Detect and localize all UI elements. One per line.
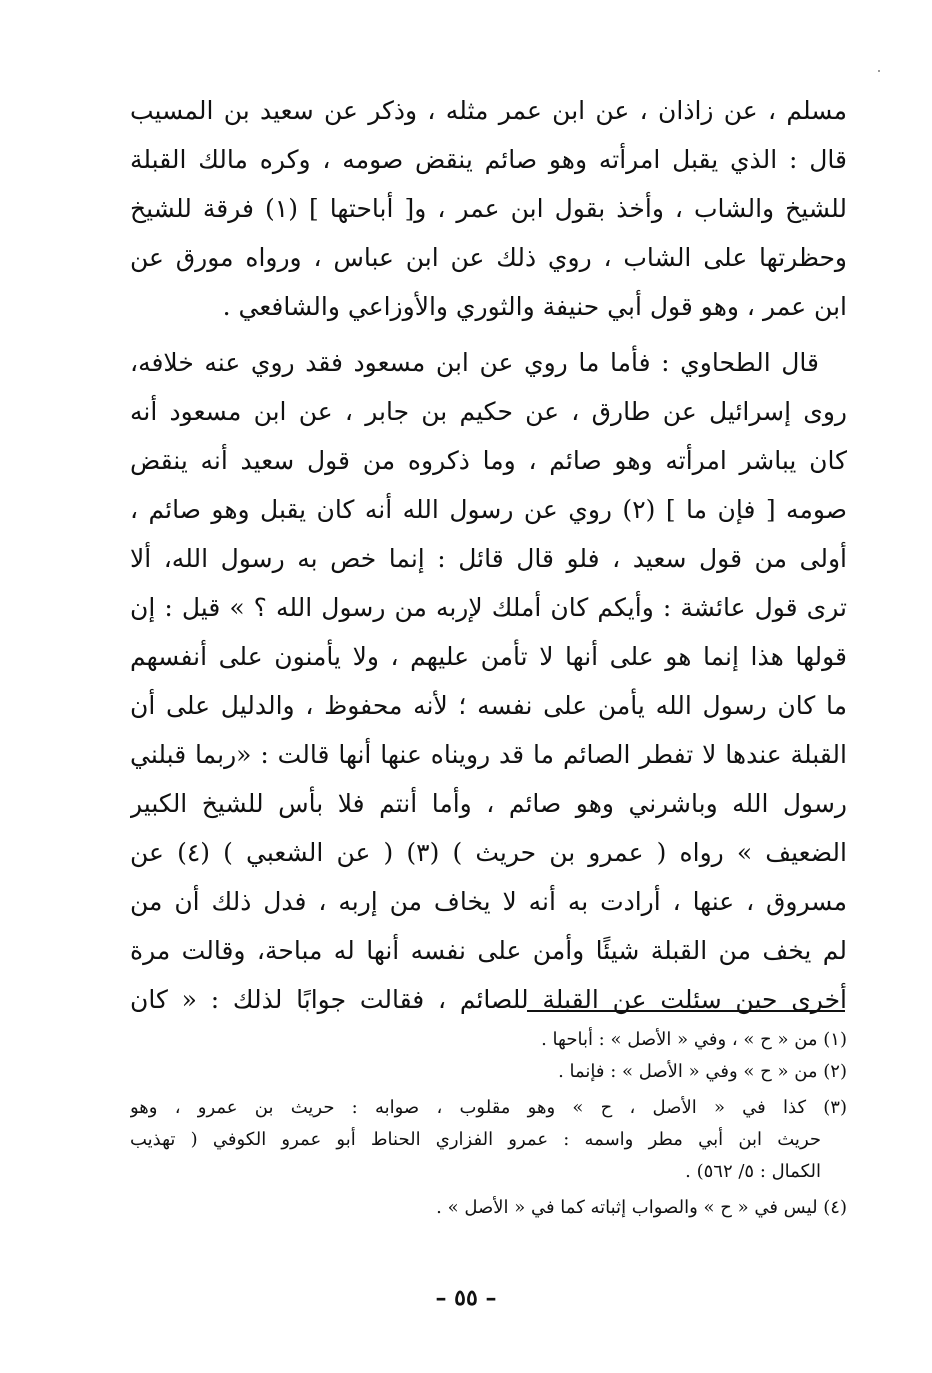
text-line: ما كان رسول الله يأمن على نفسه ؛ لأنه محفوظ ، والدليل على أن [130,691,847,720]
footnote-1: (١) من « ح » ، وفي « الأصل » : أباحها . [541,1029,847,1050]
footnote-2: (٢) من « ح » وفي « الأصل » : فإنما . [558,1061,847,1082]
footnote-3: (٣) كذا في « الأصل ، ح » وهو مقلوب ، صوابه : حريث بن عمرو ، وهو [130,1097,847,1118]
text-line: لم يخف من القبلة شيئًا وأمن على نفسه أنها له مباحة، وقالت مرة [130,936,847,965]
footnote-4: (٤) ليس في « ح » والصواب إثباته كما في « الأصل » . [436,1197,847,1218]
text-line: صومه [ فإن ما ] (٢) روي عن رسول الله أنه كان يقبل وهو صائم ، [130,495,847,524]
footnote-separator [527,1010,845,1012]
text-line: مسروق ، عنها ، أرادت به أنه لا يخاف من إربه ، فدل ذلك أن من [130,887,847,916]
paragraph-2 [130,338,847,1024]
text-line: أخرى حين سئلت عن القبلة للصائم ، فقالت جوابًا لذلك : « كان [130,985,847,1014]
text-line: وحظرتها على الشاب ، روي ذلك عن ابن عباس ، ورواه مورق عن [130,243,847,272]
text-line: ترى قول عائشة : وأيكم كان أملك لإربه من رسول الله ؟ » قيل : إن [130,593,847,622]
text-line: رسول الله وباشرني وهو صائم ، وأما أنتم فلا بأس للشيخ الكبير [130,789,847,818]
text-line: قال : الذي يقبل امرأته وهو صائم ينقض صومه ، وكره مالك القبلة [130,145,847,174]
text-line: ابن عمر ، وهو قول أبي حنيفة والثوري والأوزاعي والشافعي . [222,292,847,321]
text-line: روى إسرائيل عن طارق ، عن حكيم بن جابر ، عن ابن مسعود أنه [130,397,847,426]
text-line: الضعيف » رواه ( عمرو بن حريث ) (٣) ( عن الشعبي ) (٤) عن [130,838,847,867]
footnotes [130,1024,847,1224]
page-number: – ٥٥ – [435,1285,497,1311]
text-line: مسلم ، عن زاذان ، عن ابن عمر مثله ، وذكر عن سعيد بن المسيب [130,96,847,125]
text-line: للشيخ والشاب ، وأخذ بقول ابن عمر ، و[ أباحتها ] (١) فرقة للشيخ [130,194,847,223]
paragraph-1 [130,86,847,331]
footnote-3-continued: حريث ابن أبي مطر واسمه : عمرو الفزاري الحناط أبو عمرو الكوفي ( تهذيب [130,1129,821,1150]
text-line: القبلة عندها لا تفطر الصائم ما قد رويناه عنها أنها قالت : «ربما قبلني [130,740,847,769]
text-line: قولها هذا إنما هو على أنها لا تأمن عليهم ، ولا يأمنون على أنفسهم [130,642,847,671]
text-line: قال الطحاوي : فأما ما روي عن ابن مسعود فقد روي عنه خلافه، [130,348,819,377]
text-line: كان يباشر امرأته وهو صائم ، وما ذكروه من قول سعيد أنه ينقض [130,446,847,475]
scan-speck [878,70,880,72]
text-line: أولى من قول سعيد ، فلو قال قائل : إنما خص به رسول الله، ألا [130,544,847,573]
footnote-3-continued: الكمال : ٥/ ٥٦٢) . [685,1161,821,1182]
